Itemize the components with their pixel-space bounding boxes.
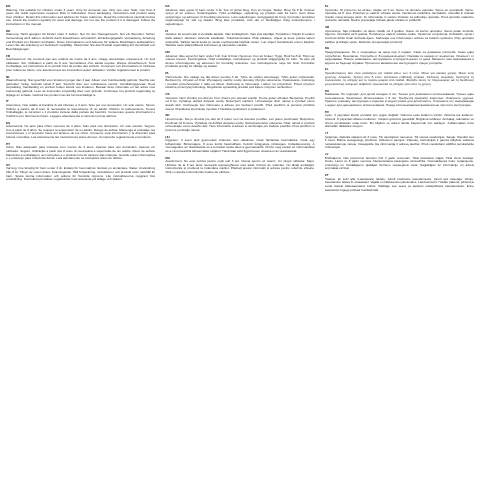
text-section: [6, 164, 155, 182]
text-column-right: [325, 5, 474, 476]
section-paragraph: Avertissement. Ne convient pas aux enfants de moins de 3 ans. Usage domestique uniquement. Un seul utilisateur. Sûr. Utilisation à partir de 8 ans. Surveillance d'un adulte requise. Risque d'étouffement. Tenir l'emballage, les instructions et le produit hors de portée des enfants. Conserver ces informations et l'adresse pour référence future. Lire attentivement les instructions avant utilisation. Vérifier régulièrement le produit.: [6, 57, 156, 72]
section-language-code: IT: [6, 99, 9, 104]
text-section: [165, 93, 314, 111]
section-language-code: RO: [165, 155, 170, 160]
text-section: [6, 100, 155, 118]
section-language-code: DE: [6, 28, 11, 33]
section-language-code: NL: [6, 74, 11, 79]
section-language-code: RU: [324, 88, 330, 93]
section-language-code: DA: [165, 5, 170, 8]
section-language-code: BG: [324, 46, 330, 51]
section-language-code: HU: [165, 134, 170, 139]
section-language-code: LT: [324, 130, 329, 135]
section-paragraph: Varoitus. Ei sovellu alle 3-vuotiaille lapsille. Vain kotikäyttöön. Vain yksi käyttäjä. Turvallinen. Käyttö 8 vuoden iästä alkaen. Aikuisen valvonta vaaditaan. Tukehtumisvaara. Pidä pakkaus, ohjeet ja tuote poissa lasten ulottuvilta. Säilytä nämä tiedot ja osoite myöhempää käyttöä varten. Lue ohjeet huolellisesti ennen käyttöä. Tarkista tuote säännöllisesti kulumisen ja vaurioiden varalta.: [165, 32, 315, 48]
text-section: [6, 122, 155, 140]
text-section: [6, 76, 155, 98]
section-language-code: EN: [6, 5, 11, 8]
section-paragraph: Advarsel. Ikke egnet til børn under 3 år. Kun til privat brug. Kun én bruger. Sikker. Brug fra 8 år. Kræver opsyn af en voksen. Kvælningsfare. Hold emballage, vejledning og produkt væk fra børn. Gem disse oplysninger og adressen til fremtidig reference. Læs vejledningen omhyggeligt før brug. Kontroller produktet regelmæssigt for slid og skader. Brug ikke produktet, hvis det er beskadiget. Følg instruktionerne i vejledningen.: [165, 7, 315, 26]
section-language-code: CS: [165, 92, 170, 97]
section-paragraph: Avertisment. Nu este potrivit pentru copii sub 3 ani. Numai pentru uz casnic. Un singur utilizator. Sigur. Utilizare de la 8 ani. Este necesară supravegherea unui adult. Pericol de sufocare. Nu lăsați ambalajul, instrucțiunile și produsul la îndemâna copiilor. Păstrați aceste informații și adresa pentru referințe viitoare. Citiți cu atenție instrucțiunile înainte de utilizare.: [165, 159, 315, 175]
text-section: [165, 30, 314, 48]
text-section: [6, 5, 155, 27]
section-language-code: SL: [324, 5, 329, 8]
section-paragraph: Brīdinājums. Nav piemērots bērniem līdz 3 gadu vecumam. Tikai lietošanai mājās. Tikai viens lietotājs. Drošs. Lietot no 8 gadu vecuma. Nepieciešama pieaugušo uzraudzība. Nosmakšanas risks. Iepakojumu, instrukciju un izstrādājumu glabājiet bērniem nepieejamā vietā. Saglabājiet šo informāciju un adresi turpmākai uzziņai.: [324, 155, 474, 171]
text-section: [325, 5, 474, 23]
text-section: [325, 153, 474, 171]
section-language-code: FR: [6, 53, 11, 58]
section-paragraph: Внимание. Не подходит для детей младше 3 лет. Только для домашнего использования. Только один пользователь. Безопасно. Использовать с 8 лет. Требуется присмотр взрослых. Опасность удушья. Храните упаковку, инструкцию и изделие в недоступном для детей месте. Сохраните эту информацию и адрес для дальнейшего использования. Перед использованием внимательно прочтите инструкцию.: [324, 92, 474, 107]
section-paragraph: Figyelem. 3 éven aluli gyermekek számára nem alkalmas. Csak háztartási használatra. Csak egy felhasználó. Biztonságos. 8 éves kortól használható. Felnőtt felügyelete szükséges. Fulladásveszély. A csomagolást, az utasításokat és a terméket tartsa távol a gyermekektől. Őrizze meg ezeket az információkat és a címet későbbi felhasználás céljából. Használat előtt figyelmesen olvassa el az utasításokat.: [165, 138, 315, 153]
section-paragraph: Hoiatus. Ei sobi alla 3-aastastele lastele. Ainult koduseks kasutamiseks. Ainult üks kasutaja. Ohutu. Kasutamine alates 8. eluaastast. Vajalik on täiskasvanu järelevalve. Lämbumisoht. Hoidke pakend, juhised ja toode lastele kättesaamatus kohas. Säilitage see teave ja aadress edaspidiseks kasutamiseks. Enne kasutamist lugege juhised hoolikalt läbi.: [324, 176, 474, 192]
section-language-code: EL: [324, 67, 329, 72]
text-section: [6, 30, 155, 52]
section-paragraph: Advarsel. Ikke egnet for barn under 3 år. Kun til bruk i hjemmet. Kun én bruker. Trygg. Bruk fra 8 år. Tilsyn av voksen kreves. Kvelningsfare. Hold emballasje, instruksjoner og produkt utilgjengelig for barn. Ta vare på denne informasjonen og adressen for fremtidig referanse. Les instruksjonene nøye før bruk. Kontroller produktet jevnlig for slitasje og skader.: [165, 53, 315, 69]
section-paragraph: Opozorilo. Ni primerno za otroke, mlajše od 3 let. Samo za domačo uporabo. Samo en uporabnik. Varno. Uporaba od 8. leta. Potreben je nadzor odrasle osebe. Nevarnost zadušitve. Embalažo, navodila in izdelek hranite zunaj dosega otrok. Te informacije in naslov shranite za prihodnjo uporabo. Pred uporabo natančno preberite navodila. Redno preverjajte izdelek glede obrabe in poškodb.: [324, 7, 474, 23]
section-paragraph: Advertencia. No apto para niños menores de 3 años. Solo para uso doméstico. Un solo usuario. Seguro. Uso a partir de 8 años. Se requiere la supervisión de un adulto. Riesgo de asfixia. Mantenga el embalaje, las instrucciones y el producto fuera del alcance de los niños. Conserve esta información y la dirección para futuras consultas. Lea atentamente las instrucciones antes del uso. Compruebe regularmente el producto.: [6, 124, 156, 139]
text-section: [165, 114, 314, 132]
section-paragraph: Waarschuwing. Niet geschikt voor kinderen jonger dan 3 jaar. Alleen voor huishoudelijk gebruik. Slechts één gebruiker. Veilig. Gebruik vanaf 8 jaar. Toezicht door een volwassene vereist. Verstikkingsgevaar. Houd verpakking, handleiding en product buiten bereik van kinderen. Bewaar deze informatie en het adres voor toekomstig gebruik. Lees de instructies zorgvuldig door voor gebruik. Controleer het product regelmatig op slijtage en schade. Gebruik het product niet als het beschadigd is.: [6, 78, 156, 97]
text-section: [325, 47, 474, 65]
section-paragraph: Varování. Není vhodné pro děti do 3 let. Pouze pro domácí použití. Pouze jeden uživatel. Bezpečné. Použití od 8 let. Vyžaduje dohled dospělé osoby. Nebezpečí udušení. Uchovávejte obal, návod a výrobek mimo dosah dětí. Uschovejte tyto informace a adresu pro budoucí použití. Před použitím si pozorně přečtěte návod. Pravidelně kontrolujte výrobek z hlediska opotřebení a poškození.: [165, 95, 315, 111]
text-section: [325, 90, 474, 108]
section-paragraph: Ostrzeżenie. Nie nadaje się dla dzieci poniżej 3 lat. Tylko do użytku domowego. Tylko jeden użytkownik. Bezpieczny. Używać od 8 lat. Wymagany nadzór osoby dorosłej. Ryzyko uduszenia. Opakowanie, instrukcję i produkt przechowywać z dala od dzieci. Zachowaj te informacje i adres na przyszłość. Przed użyciem uważnie przeczytaj instrukcję. Regularnie sprawdzaj produkt pod kątem zużycia i uszkodzeń.: [165, 74, 315, 90]
section-language-code: TR: [324, 109, 329, 114]
text-section: [325, 68, 474, 86]
section-language-code: FI: [165, 28, 169, 33]
text-column-left: [6, 5, 155, 476]
section-language-code: ES: [6, 120, 11, 125]
section-paragraph: Προειδοποίηση. Δεν είναι κατάλληλο για παιδιά κάτω των 3 ετών. Μόνο για οικιακή χρήση. Μόνο ένας χρήστης. Ασφαλές. Χρήση από 8 ετών. Απαιτείται επίβλεψη ενήλικα. Κίνδυνος ασφυξίας. Κρατήστε τη συσκευασία, τις οδηγίες και το προϊόν μακριά από παιδιά. Φυλάξτε αυτές τις πληροφορίες και τη διεύθυνση για μελλοντική αναφορά. Διαβάστε προσεκτικά τις οδηγίες πριν από τη χρήση.: [324, 71, 474, 86]
text-section: [165, 51, 314, 69]
section-language-code: PT: [6, 141, 10, 146]
text-section: [325, 132, 474, 150]
section-paragraph: Предупреждение. Не е подходящо за деца под 3 години. Само за домашна употреба. Само един потребител. Безопасно. Употреба от 8-годишна възраст. Изисква се надзор от възрастен. Опасност от задушаване. Пазете опаковката, инструкциите и продукта далеч от деца. Запазете тази информация и адреса за бъдещи справки. Прочетете внимателно инструкциите преди употреба.: [324, 49, 474, 65]
text-section: [165, 136, 314, 154]
text-section: [165, 157, 314, 175]
section-paragraph: Warning. Not suitable for children under 3 years. Only for domestic use. Only one user. Safe. Use from 8 years old. Adult supervision required. Risk of suffocation. Keep packaging, instructions and product away from children. Retain this information and address for future reference. Read the instructions carefully before use. Check the product regularly for wear and damage. Do not use the product if it is damaged. Follow the instructions in the manual.: [6, 7, 156, 26]
section-language-code: LV: [324, 152, 329, 157]
text-section: [165, 5, 314, 27]
section-paragraph: Attenzione. Non adatto ai bambini di età inferiore a 3 anni. Solo per uso domestico. Un solo utente. Sicuro. Utilizzo a partire da 8 anni. È necessaria la supervisione di un adulto. Rischio di soffocamento. Tenere l'imballaggio, le istruzioni e il prodotto lontano dalla portata dei bambini. Conservare queste informazioni e l'indirizzo per riferimento futuro. Leggere attentamente le istruzioni prima dell'uso.: [6, 103, 156, 118]
section-language-code: HR: [324, 25, 330, 30]
text-section: [325, 26, 474, 44]
section-paragraph: Upozorenje. Nije prikladno za djecu mlađu od 3 godine. Samo za kućnu upotrebu. Samo jedan korisnik. Sigurno. Upotreba od 8 godina. Potreban je nadzor odrasle osobe. Opasnost od gušenja. Ambalažu, upute i proizvod držite izvan dohvata djece. Sačuvajte ove informacije i adresu za buduću upotrebu. Prije upotrebe pažljivo pročitajte upute. Redovito provjeravajte proizvod.: [324, 28, 474, 44]
section-language-code: SV: [6, 162, 11, 167]
section-paragraph: Įspėjimas. Netinka vaikams iki 3 metų. Tik naudojimui namuose. Tik vienas naudotojas. Saugu. Naudoti nuo 8 metų. Būtina suaugusiųjų priežiūra. Uždusimo pavojus. Pakuotę, instrukcijas ir gaminį laikykite vaikams nepasiekiamoje vietoje. Išsaugokite šią informaciją ir adresą ateičiai. Prieš naudodami atidžiai perskaitykite instrukcijas.: [324, 134, 474, 150]
text-section: [6, 143, 155, 161]
section-language-code: SK: [165, 113, 170, 118]
section-paragraph: Warnung. Nicht geeignet für Kinder unter 3 Jahren. Nur für den Hausgebrauch. Nur ein Benutzer. Sicher. Verwendung ab 8 Jahren. Aufsicht durch Erwachsene erforderlich. Erstickungsgefahr. Verpackung, Anleitung und Produkt von Kindern fernhalten. Diese Informationen und Adresse für spätere Rückfragen aufbewahren. Lesen Sie die Anleitung vor Gebrauch sorgfältig. Überprüfen Sie das Produkt regelmäßig auf Verschleiß und Beschädigungen.: [6, 32, 156, 51]
text-section: [325, 174, 474, 192]
text-section: [165, 72, 314, 90]
section-language-code: NO: [165, 49, 170, 54]
section-paragraph: Varning. Inte lämplig för barn under 3 år. Endast för hemmabruk. Endast en användare. Säker. Användning från 8 år. Tillsyn av vuxen krävs. Kvävningsrisk. Håll förpackning, instruktioner och produkt utom räckhåll för barn. Spara denna information och adress för framtida referens. Läs instruktionerna noggrant före användning. Kontrollera produkten regelbundet med avseende på slitage och skador.: [6, 166, 156, 182]
section-paragraph: Aviso. Não adequado para crianças com menos de 3 anos. Apenas para uso doméstico. Apenas um utilizador. Seguro. Utilização a partir dos 8 anos. É necessária a supervisão de um adulto. Risco de asfixia. Mantenha a embalagem, as instruções e o produto fora do alcance das crianças. Guarde estas informações e o endereço para referência futura. Leia atentamente as instruções antes de utilizar.: [6, 145, 156, 161]
text-column-middle: [165, 5, 314, 476]
text-section: [6, 55, 155, 73]
section-paragraph: Uyarı. 3 yaşından küçük çocuklar için uygun değildir. Yalnızca evde kullanım içindir. Yalnızca tek kullanıcı. Güvenli. 8 yaşından itibaren kullanım. Yetişkin gözetimi gereklidir. Boğulma tehlikesi. Ambalajı, talimatları ve ürünü çocuklardan uzak tutun. Bu bilgileri ve adresi ileride başvurmak için saklayın. Kullanmadan önce talimatları dikkatlice okuyun.: [324, 113, 474, 129]
section-paragraph: Upozornenie. Nie je vhodné pre deti do 3 rokov. Len na domáce použitie. Len jeden používateľ. Bezpečné. Používať od 8 rokov. Vyžaduje sa dohľad dospelej osoby. Nebezpečenstvo udusenia. Obal, návod a výrobok uchovávajte mimo dosahu detí. Tieto informácie a adresu si uschovajte pre budúce použitie. Pred použitím si pozorne prečítajte návod.: [165, 116, 315, 132]
text-section: [325, 111, 474, 129]
section-language-code: PL: [165, 71, 170, 76]
section-language-code: ET: [324, 173, 329, 178]
